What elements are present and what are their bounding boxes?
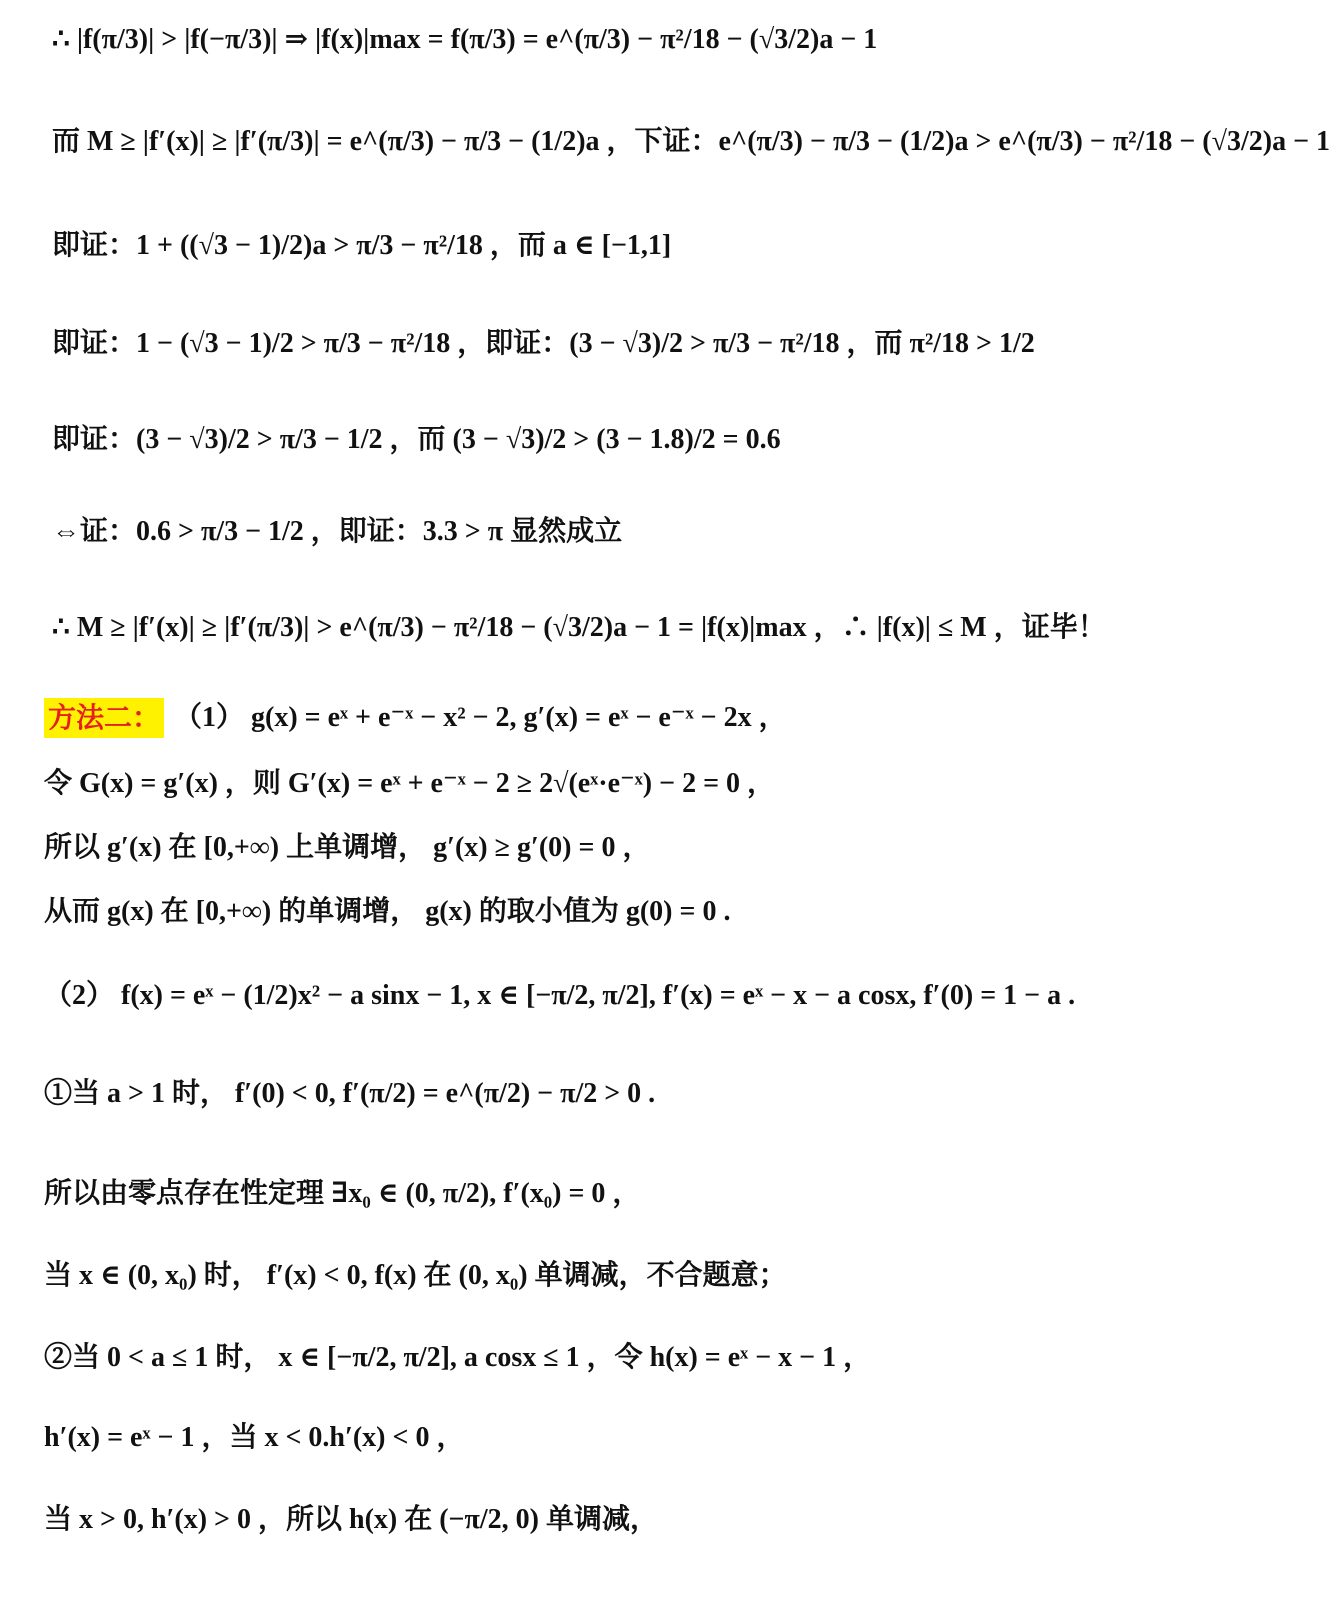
equivalence-line <box>52 518 1060 546</box>
line-text: ①当 a > 1 时， f′(0) < 0, f′(π/2) = e^(π/2) − π/2 > 0 . <box>44 1078 656 1109</box>
method-two-line <box>44 698 1060 738</box>
line-text: ∴ |f(π/3)| > |f(−π/3)| ⇒ |f(x)|max = f(π/3) = e^(π/3) − π²/18 − (√3/2)a − 1 <box>52 24 878 55</box>
zero-existence-line <box>44 1180 1060 1208</box>
line-text: ∴ M ≥ |f′(x)| ≥ |f′(π/3)| > e^(π/3) − π²/18 − (√3/2)a − 1 = |f(x)|max ，∴ |f(x)| ≤ M ，证毕！ <box>52 612 1106 643</box>
final-conclusion-line <box>52 612 1106 643</box>
line-text: h′(x) = eˣ − 1 ，当 x < 0.h′(x) < 0 ， <box>44 1422 465 1453</box>
prove-step-3-line <box>52 426 1060 454</box>
line-text: 所以由零点存在性定理 ∃x₀ ∈ (0, π/2), f′(x₀) = 0 ， <box>44 1178 641 1209</box>
line-text: 即证：1 − (√3 − 1)/2 > π/3 − π²/18 ，即证：(3 − √3)/2 > π/3 − π²/18 ，而 π²/18 > 1/2 <box>52 328 1035 359</box>
line-text: 当 x ∈ (0, x₀) 时， f′(x) < 0, f(x) 在 (0, x₀) 单调减，不合题意； <box>44 1260 787 1291</box>
case-a-greater-1-line <box>44 1080 1060 1108</box>
part-two-definition-line <box>44 980 1076 1011</box>
line-text: （1） g(x) = eˣ + e⁻ˣ − x² − 2, g′(x) = eˣ − e⁻ˣ − 2x ， <box>174 702 787 733</box>
prove-step-2-line <box>52 330 1060 358</box>
prove-step-1-line <box>52 232 1060 260</box>
line-text: （2） f(x) = eˣ − (1/2)x² − a sinx − 1, x ∈ [−π/2, π/2], f′(x) = eˣ − x − a cosx, f′(0) = 1 − a . <box>44 980 1076 1011</box>
line-text: 当 x > 0, h′(x) > 0 ，所以 h(x) 在 (−π/2, 0) 单调减， <box>44 1504 658 1535</box>
decreasing-contradiction-line <box>44 1262 1060 1290</box>
line-text: 即证：1 + ((√3 − 1)/2)a > π/3 − π²/18 ，而 a ∈ [−1,1] <box>52 230 672 261</box>
case-a-le-1-line <box>44 1344 1060 1372</box>
method-two-highlight-label: 方法二： <box>44 698 164 738</box>
line-text: 从而 g(x) 在 [0,+∞) 的单调增， g(x) 的取小值为 g(0) = 0 . <box>44 896 731 927</box>
line-text: 所以 g′(x) 在 [0,+∞) 上单调增， g′(x) ≥ g′(0) = 0 ， <box>44 832 651 863</box>
h-prime-line <box>44 1424 1060 1452</box>
line-text: 令 G(x) = g′(x) ，则 G′(x) = eˣ + e⁻ˣ − 2 ≥ 2√(eˣ·e⁻ˣ) − 2 = 0 ， <box>44 768 776 799</box>
g-prime-increasing-line <box>44 834 1060 862</box>
g-increasing-line <box>44 898 1060 926</box>
line-text: 而 M ≥ |f′(x)| ≥ |f′(π/3)| = e^(π/3) − π/3 − (1/2)a ，下证：e^(π/3) − π/3 − (1/2)a > e^(π/3) − π²/18 − (√3/2)a − 1 <box>52 126 1330 157</box>
line-text: 即证：(3 − √3)/2 > π/3 − 1/2 ，而 (3 − √3)/2 > (3 − 1.8)/2 = 0.6 <box>52 424 781 455</box>
h-monotonic-line <box>44 1506 1060 1534</box>
line-text: ②当 0 < a ≤ 1 时， x ∈ [−π/2, π/2], a cosx ≤ 1 ，令 h(x) = eˣ − x − 1 ， <box>44 1342 872 1373</box>
conclusion-f-max-line <box>52 26 1060 54</box>
define-G-line <box>44 770 1060 798</box>
line-text: ⇔证：0.6 > π/3 − 1/2 ，即证：3.3 > π 显然成立 <box>52 516 623 547</box>
derivative-bound-line <box>52 126 1330 157</box>
